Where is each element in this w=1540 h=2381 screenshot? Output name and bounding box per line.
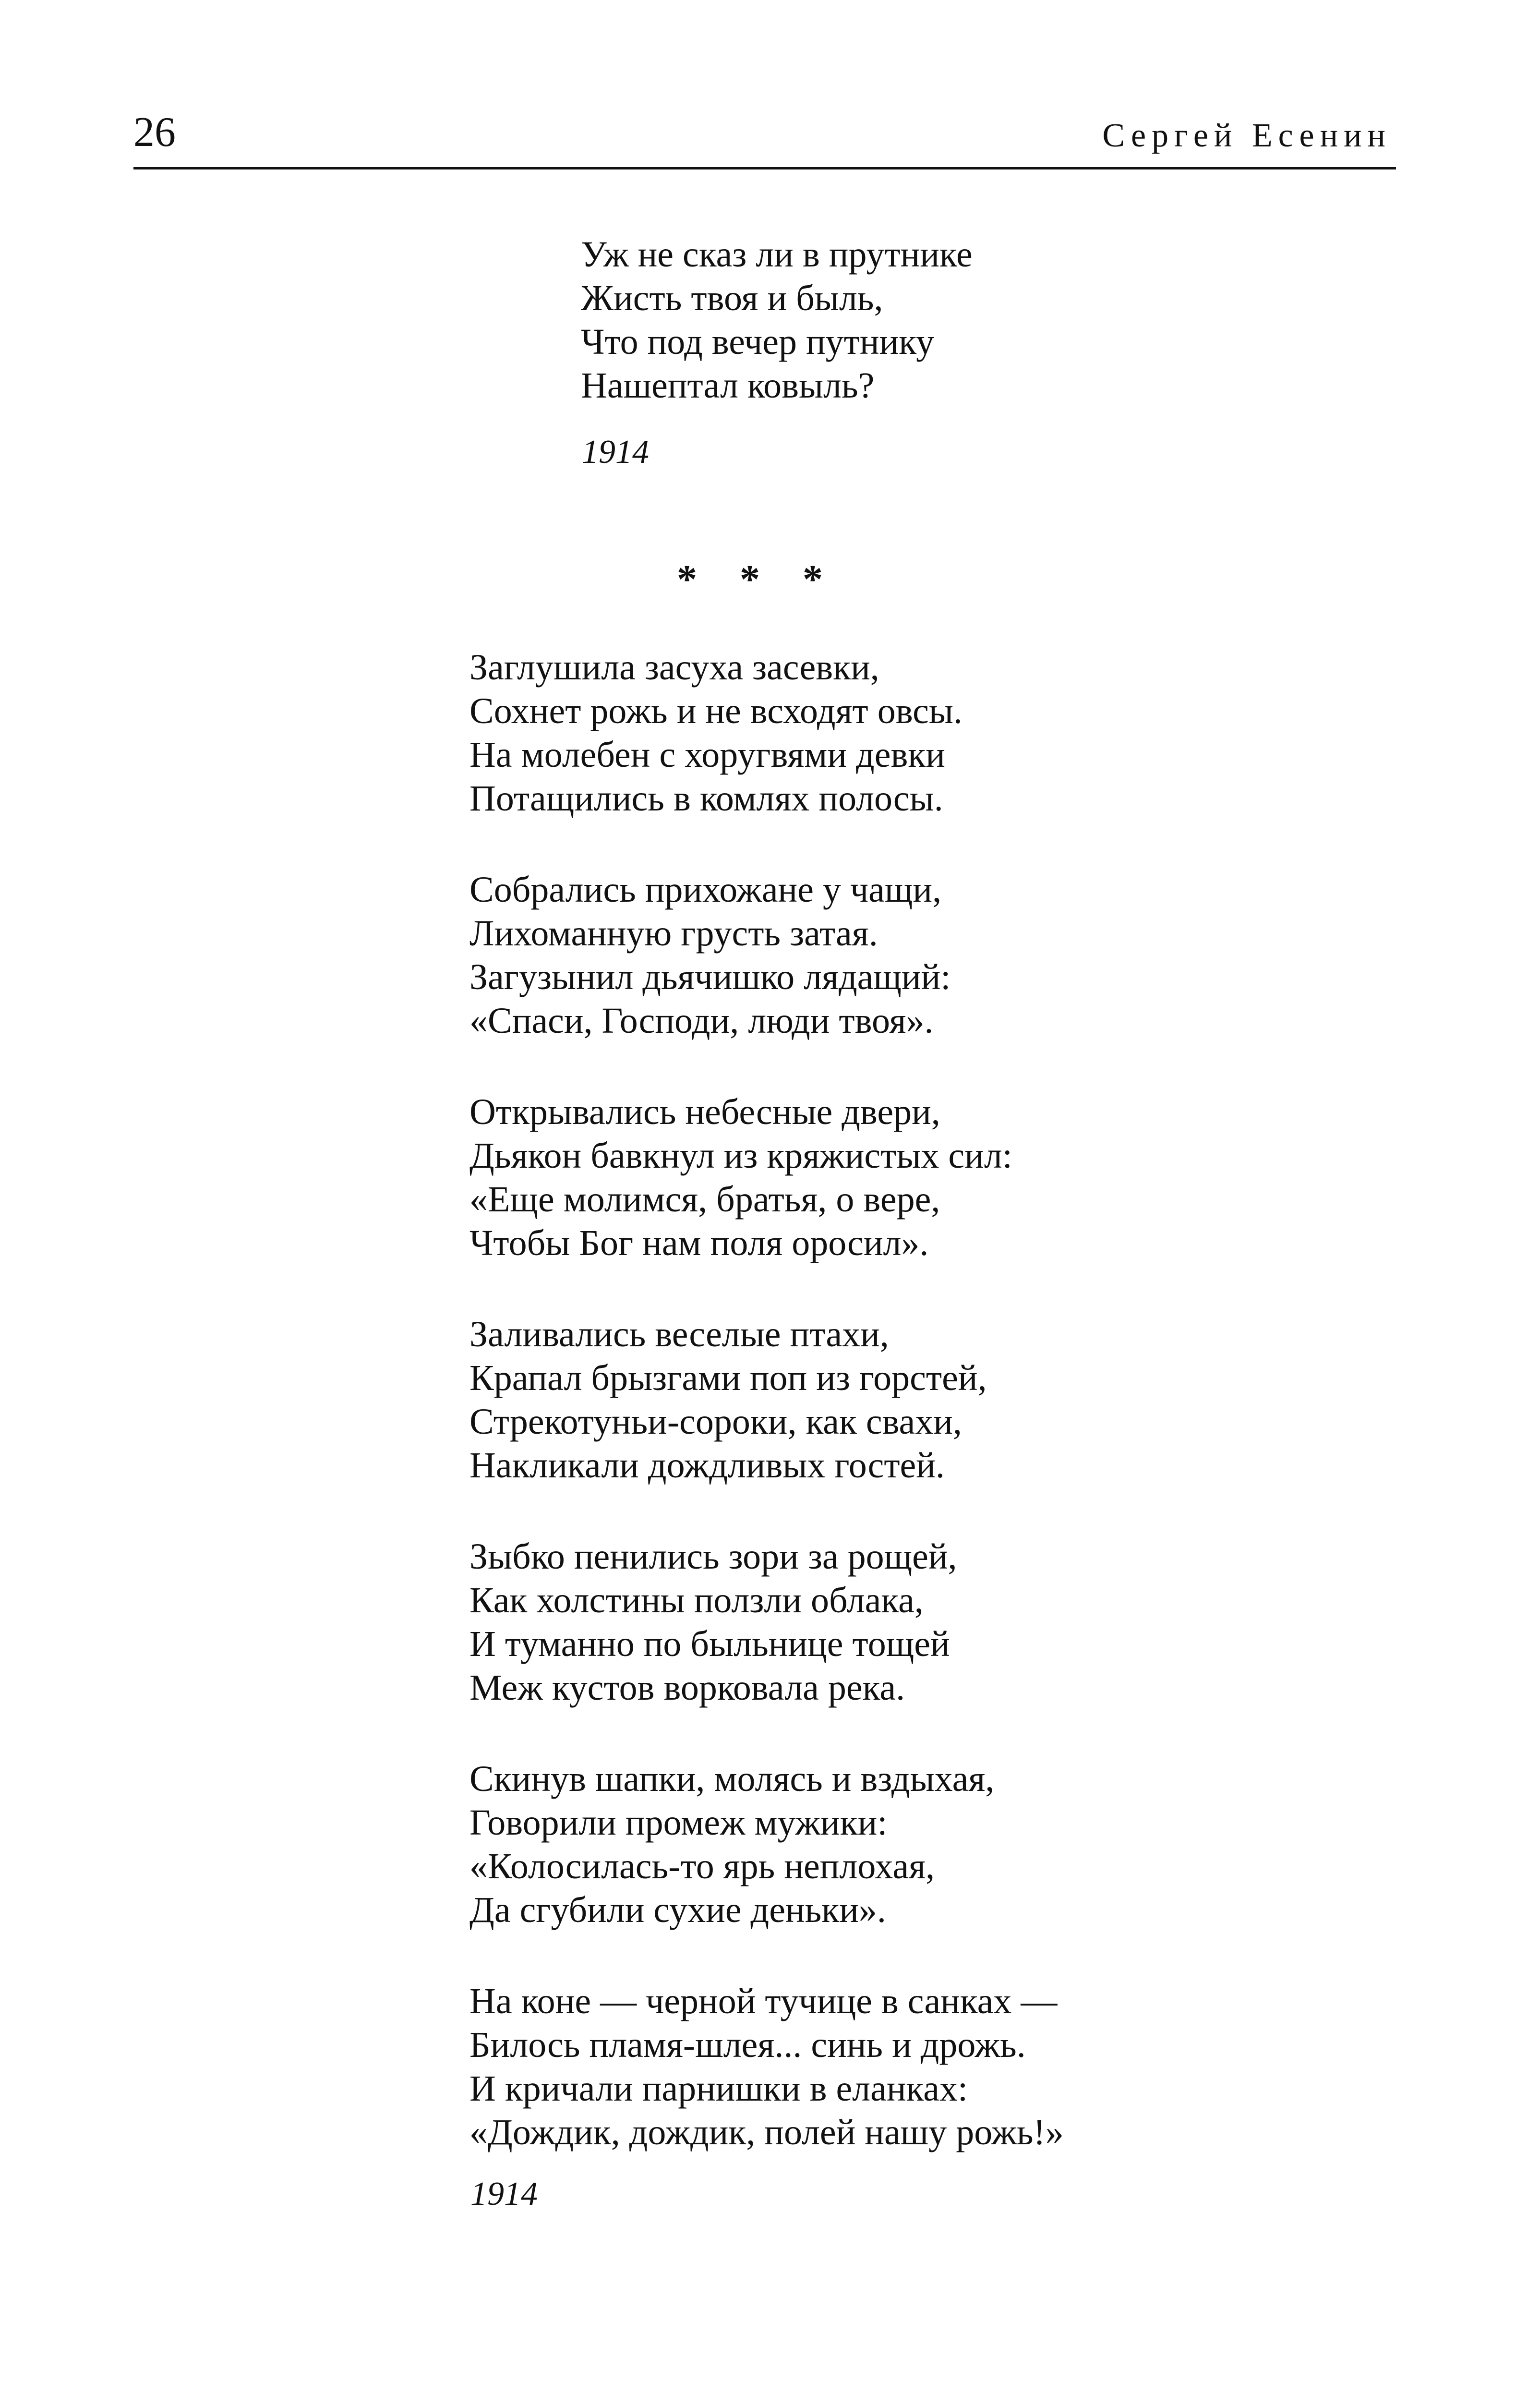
section-separator: * * *: [677, 557, 839, 602]
poem-line: Дьякон бавкнул из кряжистых сил:: [469, 1136, 1012, 1176]
poem-line: Загузынил дьячишко лядащий:: [469, 957, 951, 997]
poem-line: И кричали парнишки в еланках:: [469, 2068, 968, 2109]
poem-line: Жисть твоя и быль,: [581, 278, 883, 318]
poem-line: Да сгубили сухие деньки».: [469, 1890, 886, 1930]
poem-line: Как холстины ползли облака,: [469, 1580, 924, 1620]
poem-line: Заливались веселые птахи,: [469, 1314, 889, 1354]
poem-line: «Дождик, дождик, полей нашу рожь!»: [469, 2112, 1064, 2152]
header-rule: [133, 167, 1396, 169]
poem-line: Говорили промеж мужики:: [469, 1802, 888, 1843]
poem-line: Что под вечер путнику: [581, 322, 935, 362]
running-head-author: Сергей Есенин: [1102, 117, 1391, 154]
poem2-stanza-3: [469, 1090, 1012, 1265]
poem-line: Собрались прихожане у чащи,: [469, 870, 942, 910]
poem-line: Нашептал ковыль?: [581, 365, 875, 406]
poem-line: На молебен с хоругвями девки: [469, 735, 945, 775]
poem1-stanza: [581, 233, 973, 408]
poem-line: «Спаси, Господи, люди твоя».: [469, 1001, 934, 1041]
poem-line: И туманно по быльнице тощей: [469, 1624, 950, 1664]
poem2-stanza-7: [469, 1980, 1064, 2154]
poem-line: «Еще молимся, братья, о вере,: [469, 1179, 940, 1220]
poem-line: Билось пламя-шлея... синь и дрожь.: [469, 2025, 1026, 2065]
poem-line: Сохнет рожь и не всходят овсы.: [469, 691, 962, 731]
poem-line: Потащились в комлях полосы.: [469, 778, 943, 819]
page-number: 26: [133, 109, 176, 156]
poem-line: Заглушила засуха засевки,: [469, 647, 879, 688]
poem-line: Меж кустов ворковала река.: [469, 1668, 905, 1708]
poem-line: Уж не сказ ли в прутнике: [581, 234, 973, 275]
poem2-stanza-1: [469, 646, 962, 821]
poem-line: Зыбко пенились зори за рощей,: [469, 1536, 957, 1577]
poem-line: Чтобы Бог нам поля оросил».: [469, 1223, 929, 1263]
poem-line: На коне — черной тучице в санках —: [469, 1981, 1058, 2021]
poem-line: Накликали дождливых гостей.: [469, 1445, 945, 1486]
poem2-date: 1914: [470, 2176, 538, 2212]
poem-line: Крапал брызгами поп из горстей,: [469, 1358, 987, 1398]
poem-line: Открывались небесные двери,: [469, 1092, 940, 1132]
poem1-date: 1914: [582, 434, 649, 471]
poem2-stanza-2: [469, 868, 950, 1043]
poem2-stanza-6: [469, 1757, 994, 1932]
poem-line: Скинув шапки, молясь и вздыхая,: [469, 1759, 995, 1799]
poem-line: Лихоманную грусть затая.: [469, 913, 878, 954]
poem2-stanza-5: [469, 1535, 957, 1710]
poem-line: Стрекотуньи-сороки, как свахи,: [469, 1402, 962, 1442]
poem2-stanza-4: [469, 1313, 987, 1487]
poem-line: «Колосилась-то ярь неплохая,: [469, 1846, 935, 1886]
